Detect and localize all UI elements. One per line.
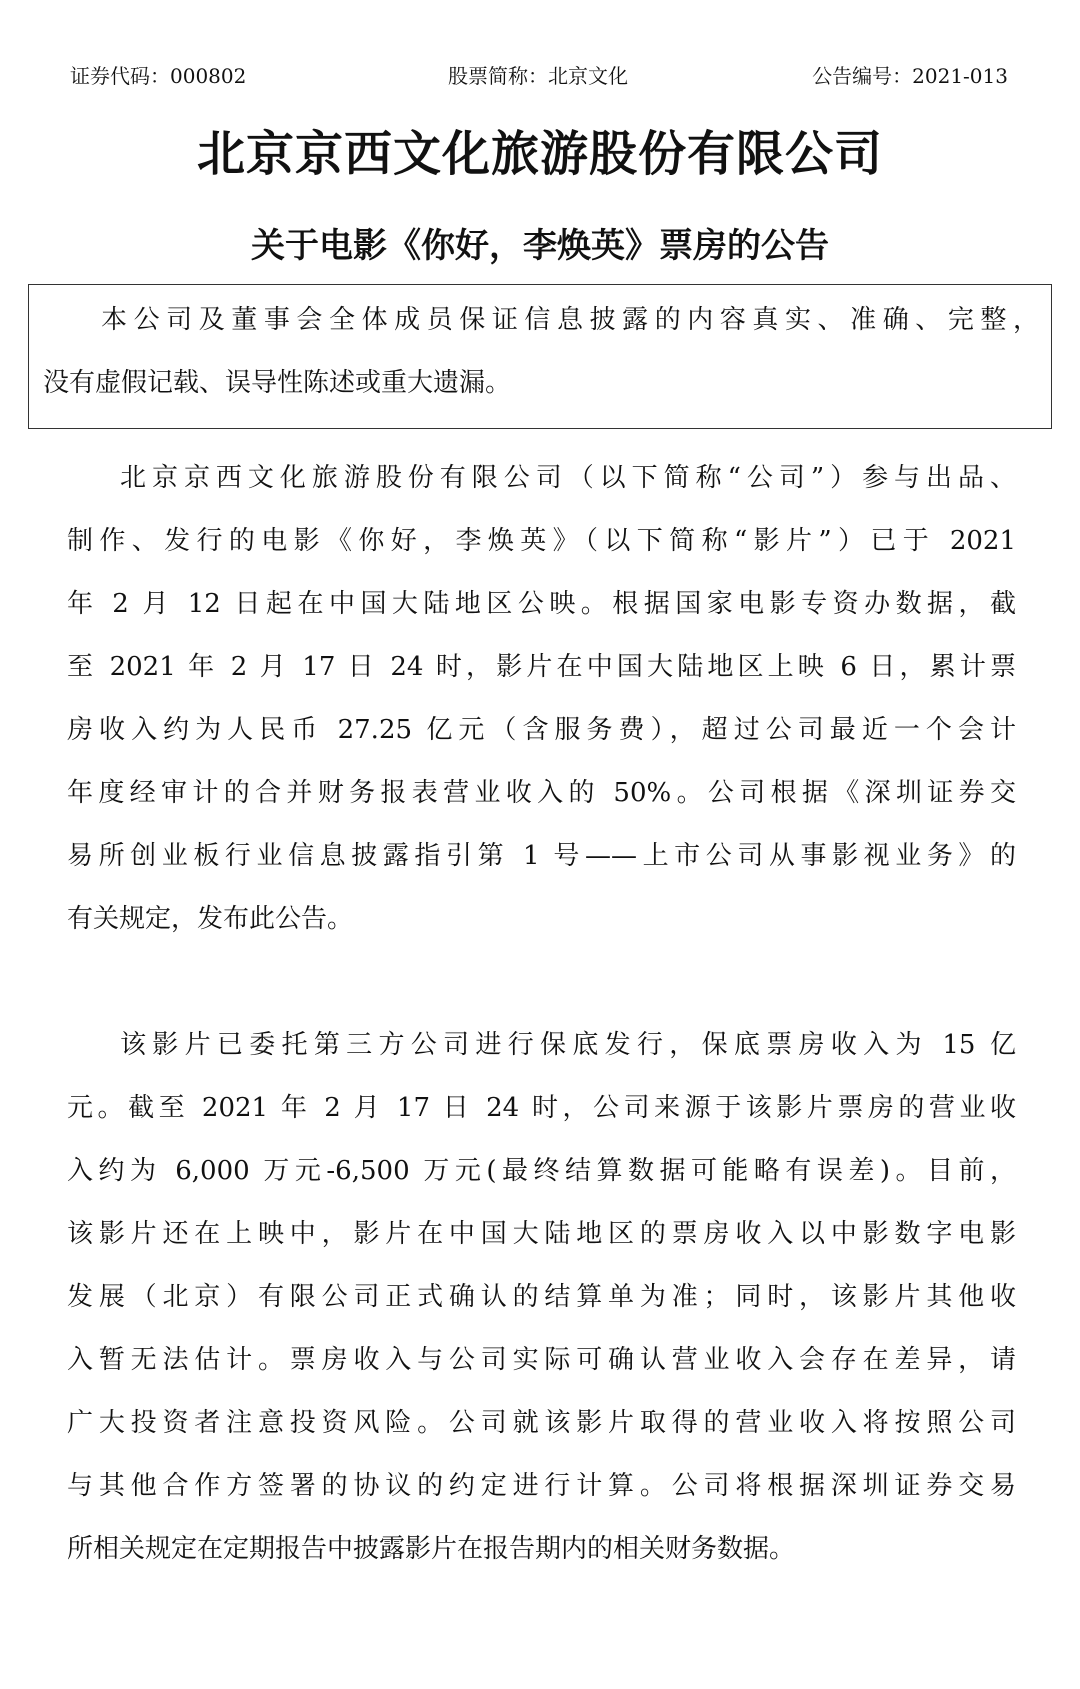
paragraph-line: 该影片已委托第三方公司进行保底发行，保底票房收入为 15 亿 bbox=[120, 1030, 1016, 1060]
paragraph-line: 发展（北京）有限公司正式确认的结算单为准；同时，该影片其他收 bbox=[67, 1282, 1016, 1312]
paragraph-line: 入约为 6,000 万元-6,500 万元(最终结算数据可能略有误差)。目前， bbox=[67, 1156, 1016, 1186]
stock-code: 证券代码：000802 bbox=[70, 64, 247, 88]
paragraph-line: 北京京西文化旅游股份有限公司（以下简称“公司”）参与出品、 bbox=[120, 463, 1016, 493]
paragraph-line: 所相关规定在定期报告中披露影片在报告期内的相关财务数据。 bbox=[67, 1534, 796, 1564]
stock-short-name: 股票简称：北京文化 bbox=[448, 64, 628, 88]
paragraph-line: 房收入约为人民币 27.25 亿元（含服务费），超过公司最近一个会计 bbox=[67, 715, 1016, 745]
paragraph-line: 年 2 月 12 日起在中国大陆地区公映。根据国家电影专资办数据，截 bbox=[67, 589, 1016, 619]
statement-line: 没有虚假记载、误导性陈述或重大遗漏。 bbox=[43, 368, 512, 398]
paragraph-line: 易所创业板行业信息披露指引第 1 号——上市公司从事影视业务》的 bbox=[67, 841, 1016, 871]
paragraph-line: 制作、发行的电影《你好，李焕英》（以下简称“影片”）已于 2021 bbox=[67, 526, 1016, 556]
notice-number: 公告编号：2021-013 bbox=[812, 64, 1008, 88]
paragraph-line: 元。截至 2021 年 2 月 17 日 24 时，公司来源于该影片票房的营业收 bbox=[67, 1093, 1016, 1123]
paragraph-line: 与其他合作方签署的协议的约定进行计算。公司将根据深圳证券交易 bbox=[67, 1471, 1016, 1501]
company-title: 北京京西文化旅游股份有限公司 bbox=[196, 126, 883, 182]
document-header bbox=[70, 60, 1008, 92]
paragraph-line: 年度经审计的合并财务报表营业收入的 50%。公司根据《深圳证券交 bbox=[67, 778, 1016, 808]
paragraph-line: 广大投资者注意投资风险。公司就该影片取得的营业收入将按照公司 bbox=[67, 1408, 1016, 1438]
paragraph-line: 有关规定，发布此公告。 bbox=[67, 904, 354, 934]
statement-line: 本公司及董事会全体成员保证信息披露的内容真实、准确、完整， bbox=[101, 305, 1039, 335]
paragraph-line: 入暂无法估计。票房收入与公司实际可确认营业收入会存在差异，请 bbox=[67, 1345, 1016, 1375]
paragraph-line: 至 2021 年 2 月 17 日 24 时，影片在中国大陆地区上映 6 日，累计票 bbox=[67, 652, 1016, 682]
notice-title: 关于电影《你好，李焕英》票房的公告 bbox=[251, 226, 829, 266]
paragraph-line: 该影片还在上映中，影片在中国大陆地区的票房收入以中影数字电影 bbox=[67, 1219, 1016, 1249]
disclosure-statement-box bbox=[28, 284, 1052, 429]
